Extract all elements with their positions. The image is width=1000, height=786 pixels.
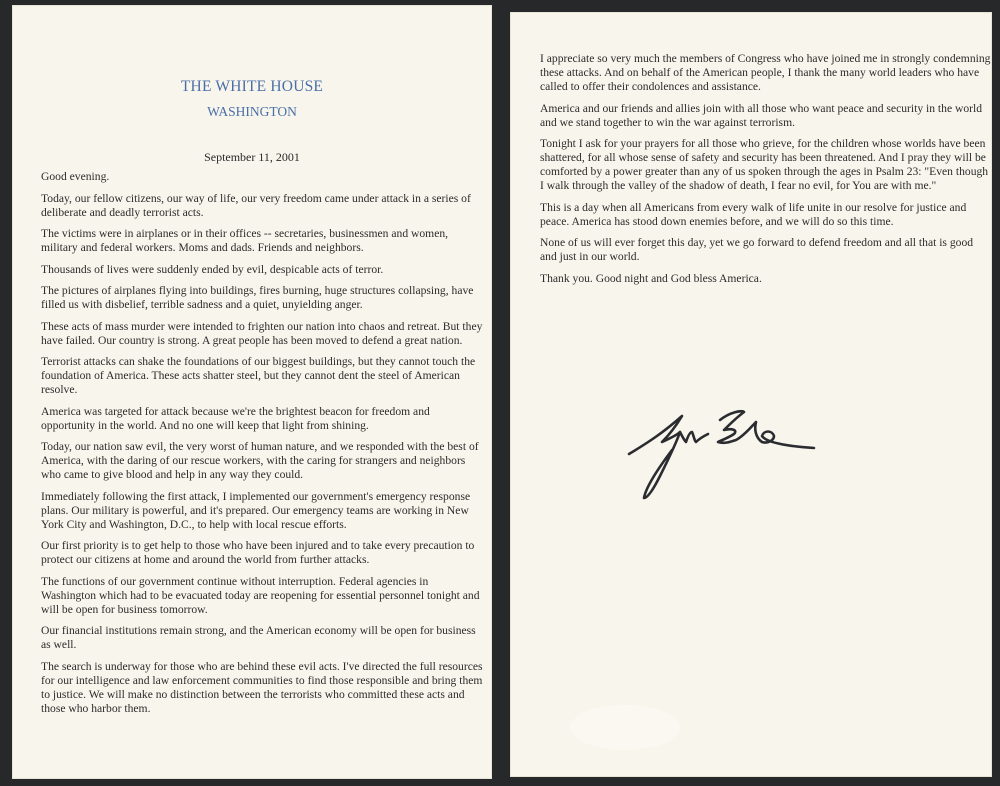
- paragraph: Tonight I ask for your prayers for all those who grieve, for the children whose worlds have been shattered, for all whose sense of safety and security has been threatened. And I pray they will be comforted by a power greater than any of us spoken through the ages in Psalm 23: "Even though I walk through the valley of the shadow of death, I fear no evil, for You are with me.": [540, 137, 989, 192]
- paragraph: This is a day when all Americans from every walk of life unite in our resolve for justice and peace. America has stood down enemies before, and we will do so this time.: [540, 200, 967, 228]
- paragraph: The search is underway for those who are behind these evil acts. I've directed the full resources for our intelligence and law enforcement communities to find those responsible and bring them to justice. We will make no distinction between the terrorists who committed these acts and those who harbor them.: [41, 659, 483, 715]
- paragraph: Immediately following the first attack, I implemented our government's emergency response plans. Our military is powerful, and it's prepared. Our emergency teams are working in New York City and Washington, D.C., to help with local rescue efforts.: [41, 489, 471, 531]
- paragraph: Today, our fellow citizens, our way of life, our very freedom came under attack in a series of deliberate and deadly terrorist acts.: [41, 191, 471, 219]
- letterhead-city: WASHINGTON: [207, 104, 297, 119]
- letterhead-title: THE WHITE HOUSE: [180, 78, 324, 95]
- paragraph: None of us will ever forget this day, yet we go forward to defend freedom and all that is good and just in our world.: [540, 236, 974, 263]
- paragraph: Today, our nation saw evil, the very worst of human nature, and we responded with the best of America, with the daring of our rescue workers, with the caring for strangers and neighbors who came to give blood and help in any way they could.: [41, 440, 479, 481]
- paragraph: Our financial institutions remain strong, and the American economy will be open for business as well.: [41, 624, 476, 651]
- signature-icon: [624, 402, 834, 512]
- paragraph: America and our friends and allies join with all those who want peace and security in the world and we stand together to win the war against terrorism.: [540, 101, 983, 129]
- paragraph: The victims were in airplanes or in their offices -- secretaries, businessmen and women, military and federal workers. Moms and dads. Friends and neighbors.: [41, 227, 449, 254]
- page-1-body: [41, 170, 486, 723]
- paragraph: The functions of our government continue without interruption. Federal agencies in Washington which had to be evacuated today are reopening for essential personnel tonight and will be open for business tomorrow.: [41, 574, 480, 616]
- paragraph: The pictures of airplanes flying into buildings, fires burning, huge structures collapsing, have filled us with disbelief, terrible sadness and a quiet, unyielding anger.: [41, 284, 474, 311]
- letter-page-2: [510, 12, 992, 777]
- paragraph: Our first priority is to get help to those who have been injured and to take every precaution to protect our citizens at home and around the world from further attacks.: [41, 539, 475, 566]
- paragraph: These acts of mass murder were intended to frighten our nation into chaos and retreat. But they have failed. Our country is strong. A great people has been moved to defend a great nation.: [41, 319, 483, 347]
- paper-smudge: [570, 705, 680, 750]
- paragraph: Thank you. Good night and God bless America.: [540, 271, 762, 285]
- paragraph: America was targeted for attack because we're the brightest beacon for freedom and opportunity in the world. And no one will keep that light from shining.: [41, 404, 430, 432]
- page-2-body: [540, 52, 992, 293]
- paragraph: Good evening.: [41, 170, 110, 183]
- paragraph: Thousands of lives were suddenly ended by evil, despicable acts of terror.: [41, 262, 384, 276]
- paragraph: Terrorist attacks can shake the foundations of our biggest buildings, but they cannot touch the foundation of America. These acts shatter steel, but they cannot dent the steel of American resolve.: [41, 355, 476, 396]
- letter-page-1: [12, 5, 492, 779]
- paragraph: I appreciate so very much the members of Congress who have joined me in strongly condemning these attacks. And on behalf of the American people, I thank the many world leaders who have called to offer their condolences and assistance.: [540, 52, 991, 93]
- letter-date: September 11, 2001: [204, 150, 300, 164]
